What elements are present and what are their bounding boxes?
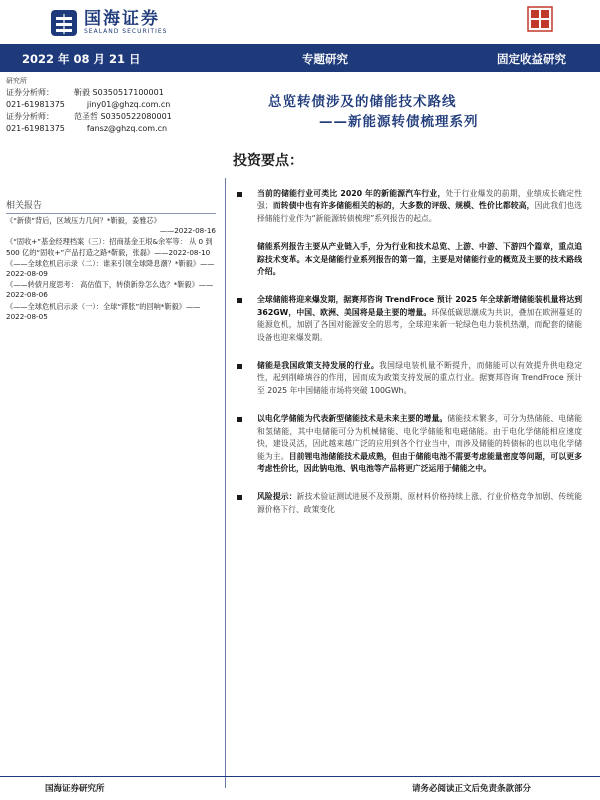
analyst-1-contact: [6, 99, 170, 110]
bullet-5-bold-a: 以电化学储能为代表新型储能技术是未来主要的增量。: [257, 414, 448, 424]
header-bar: [0, 44, 600, 72]
footer-disclaimer: 请务必阅读正文后免责条款部分: [412, 784, 532, 794]
related-report-text: 《“新债”背后，区域压力几何？*靳毅，姜雅芯》: [6, 216, 161, 225]
bullet-4-bold: 储能是我国政策支持发展的行业。: [257, 361, 379, 371]
related-report-item[interactable]: [6, 237, 216, 257]
logo-mark-icon: [50, 9, 78, 37]
bullet-3-bold: 全球储能将迎来爆发期，据赛邦咨询 TrendFroce 预计 2025 年全球新增储能装机量将达到 362GW，中国、欧洲、美国将是最主要的增量。: [257, 295, 582, 317]
investment-points-heading: 投资要点：: [233, 153, 303, 169]
analyst-1-cert: S0350517100001: [92, 88, 164, 97]
analyst-2-contact: [6, 123, 167, 134]
related-report-item[interactable]: [6, 302, 216, 322]
bullet-3-text: 环保低碳思潮成为共识，叠加在欧洲蔓延的能源危机，加剧了各国对能源安全的思考，全球迎来新一轮绿色电力装机热潮，而配套的储能设备也迎来爆发期。: [257, 307, 582, 342]
footer-institute: 国海证券研究所: [45, 784, 105, 794]
investment-points: [237, 188, 582, 532]
report-title: 总览转债涉及的储能技术路线: [268, 94, 457, 110]
analyst-1-phone: 021-61981375: [6, 100, 65, 109]
related-report-date: ——2022-08-09: [6, 258, 215, 279]
analyst-2-phone: 021-61981375: [6, 124, 65, 133]
report-subtitle: ——新能源转债梳理系列: [319, 114, 479, 130]
bullet-series-intro: [237, 241, 582, 278]
analyst-1-role: 证券分析师：: [6, 88, 54, 97]
column-divider: [225, 178, 226, 788]
bullet-industry-analogy: [237, 188, 582, 225]
related-reports-title: 相关报告: [6, 198, 216, 214]
bullet-5-text-b: 储能技术繁多，可分为热储能、电储能和氢储能，其中电储能可分为机械储能、电化学储能和电磁储能。由于电化学储能相应速度快，建设灵活，因此越来越广泛的应用到各个行业当中，而涉及储能的转债标的也以电化学储能为主。: [257, 414, 583, 461]
bullet-1-bold-c: 而转债中也有许多储能相关的标的，大多数的评级、规模、性价比都较高，: [272, 201, 535, 211]
bullet-1-text-d: 因此我们也选择储能行业作为“新能源转债梳理”系列报告的起点。: [257, 201, 583, 223]
bullet-risk-warning: [237, 491, 582, 516]
related-report-text: 《“固收+”基金经理档案（三）：招商基金王垠&余军等： 从 0 到 500 亿的“固收+”产品打造之路*靳毅，张磊》: [6, 237, 213, 257]
analyst-2-line: [6, 111, 172, 122]
related-report-date: ——2022-08-06: [6, 280, 214, 300]
company-logo: [50, 8, 167, 38]
related-report-text: 《——全球危机启示录（二）：谁来引领全球降息潮？*靳毅》: [6, 258, 201, 268]
analyst-2-role: 证券分析师：: [6, 112, 54, 121]
related-reports: [6, 198, 216, 323]
related-report-item[interactable]: [6, 259, 216, 279]
bullet-1-text-b: 处于行业爆发的前期，业绩成长确定性强；: [257, 189, 582, 211]
logo-name-en: SEALAND SECURITIES: [84, 28, 168, 35]
bullet-electrochemical: [237, 413, 582, 475]
bullet-global-outbreak: [237, 294, 582, 344]
related-report-date: ——2022-08-16: [159, 226, 216, 236]
analyst-1-email[interactable]: jiny01@ghzq.com.cn: [86, 100, 171, 109]
footer-divider: [0, 776, 600, 777]
research-institute-label: 研究所: [6, 77, 27, 85]
logo-name-cn: 国海证券: [84, 9, 160, 29]
bullet-policy-support: [237, 360, 582, 397]
bullet-6-bold: 风险提示：: [257, 492, 297, 502]
bullet-1-bold-a: 当前的储能行业可类比 2020 年的新能源汽车行业，: [257, 189, 446, 198]
related-report-text: 《——全球危机启示录（一）：全球“滞胀”的回响*靳毅》: [6, 301, 186, 311]
related-report-text: 《——转债月度思考： 高估值下，转债新券怎么选？*靳毅》: [6, 280, 199, 290]
analyst-1-line: [6, 87, 164, 98]
related-report-item[interactable]: [6, 280, 216, 300]
related-report-item[interactable]: [6, 216, 216, 236]
analyst-1-name: 靳毅: [74, 88, 90, 97]
analyst-2-name: 范圣哲: [74, 112, 98, 121]
related-report-date: ——2022-08-10: [154, 247, 211, 257]
seal-stamp-icon: [527, 6, 553, 32]
bullet-5-bold-c: 目前锂电池储能技术最成熟，但由于储能电池不需要考虑能量密度等问题，可以更多考虑性价比，因此钠电池、钒电池等产品将更广泛运用于储能之中。: [257, 451, 583, 473]
bullet-6-text: 新技术验证测试进展不及预期、原材料价格持续上涨、行业价格竞争加剧、传统能源价格下行、政策变化: [257, 492, 583, 514]
bullet-4-text: 我国绿电装机量不断提升，而储能可以有效提升供电稳定性，起到削峰填谷的作用，因而成为政策支持发展的重点行业。据赛邦咨询 TrendFroce 预计至 2025 年中国储能市场将突破 100GWh。: [257, 361, 582, 395]
related-report-date: ——2022-08-05: [6, 301, 201, 321]
analyst-2-email[interactable]: fansz@ghzq.com.cn: [86, 124, 168, 133]
analyst-2-cert: S0350522080001: [100, 112, 172, 121]
report-type: 专题研究: [302, 52, 348, 66]
bullet-2-bold: 储能系列报告主要从产业链入手，分为行业和技术总览、上游、中游、下游四个篇章，重点追踪技术变革。本文是储能行业系列报告的第一篇，主要是对储能行业的概览及主要的技术路线介绍。: [257, 242, 582, 277]
report-date: 2022 年 08 月 21 日: [22, 52, 141, 66]
report-category: 固定收益研究: [497, 52, 566, 66]
